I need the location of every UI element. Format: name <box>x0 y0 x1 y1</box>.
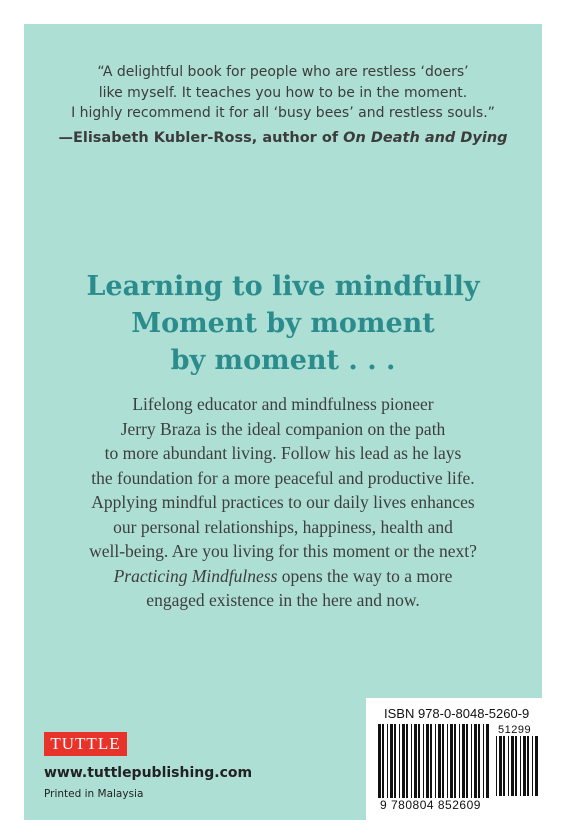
description-line <box>24 564 542 589</box>
attribution-author: —Elisabeth Kubler-Ross, author of <box>58 130 344 146</box>
barcode-digits: 9 780804 852609 <box>380 798 481 812</box>
headline-line: Learning to live mindfully <box>86 271 480 302</box>
description-text: opens the way to a more <box>277 565 453 586</box>
price-code: 51299 <box>498 724 532 736</box>
book-description <box>24 392 542 613</box>
quote-attribution <box>24 130 542 146</box>
description-line: to more abundant living. Follow his lead as he lays <box>104 443 462 463</box>
isbn-number: ISBN 978-0-8048-5260-9 <box>384 706 530 721</box>
description-line: our personal relationships, happiness, health and <box>113 516 453 537</box>
description-book-title: Practicing Mindfulness <box>113 565 278 586</box>
headline <box>24 268 542 379</box>
quote-line: “A delightful book for people who are restless ‘doers’ <box>97 64 469 80</box>
ean-barcode <box>378 724 492 798</box>
price-barcode <box>496 736 540 796</box>
description-line: engaged existence in the here and now. <box>146 590 420 610</box>
headline-line: Moment by moment <box>131 308 435 339</box>
description-line: Lifelong educator and mindfulness pioneer <box>132 394 434 414</box>
quote-line: I highly recommend it for all ‘busy bees’ and restless souls.” <box>71 105 495 121</box>
attribution-book-title: On Death and Dying <box>343 130 508 146</box>
printed-in-note: Printed in Malaysia <box>44 788 144 800</box>
headline-line: by moment . . . <box>170 345 396 376</box>
tuttle-logo: TUTTLE <box>44 732 127 756</box>
quote-line: like myself. It teaches you how to be in the moment. <box>98 84 468 101</box>
isbn-barcode-box <box>366 698 542 820</box>
publisher-website: www.tuttlepublishing.com <box>44 765 253 781</box>
description-line: Applying mindful practices to our daily lives enhances <box>91 492 475 512</box>
description-line: the foundation for a more peaceful and productive life. <box>91 467 475 488</box>
description-line: Jerry Braza is the ideal companion on the path <box>120 418 446 439</box>
description-line: well-being. Are you living for this moment or the next? <box>89 541 477 561</box>
book-back-cover <box>24 24 542 820</box>
endorsement-quote <box>24 62 542 124</box>
